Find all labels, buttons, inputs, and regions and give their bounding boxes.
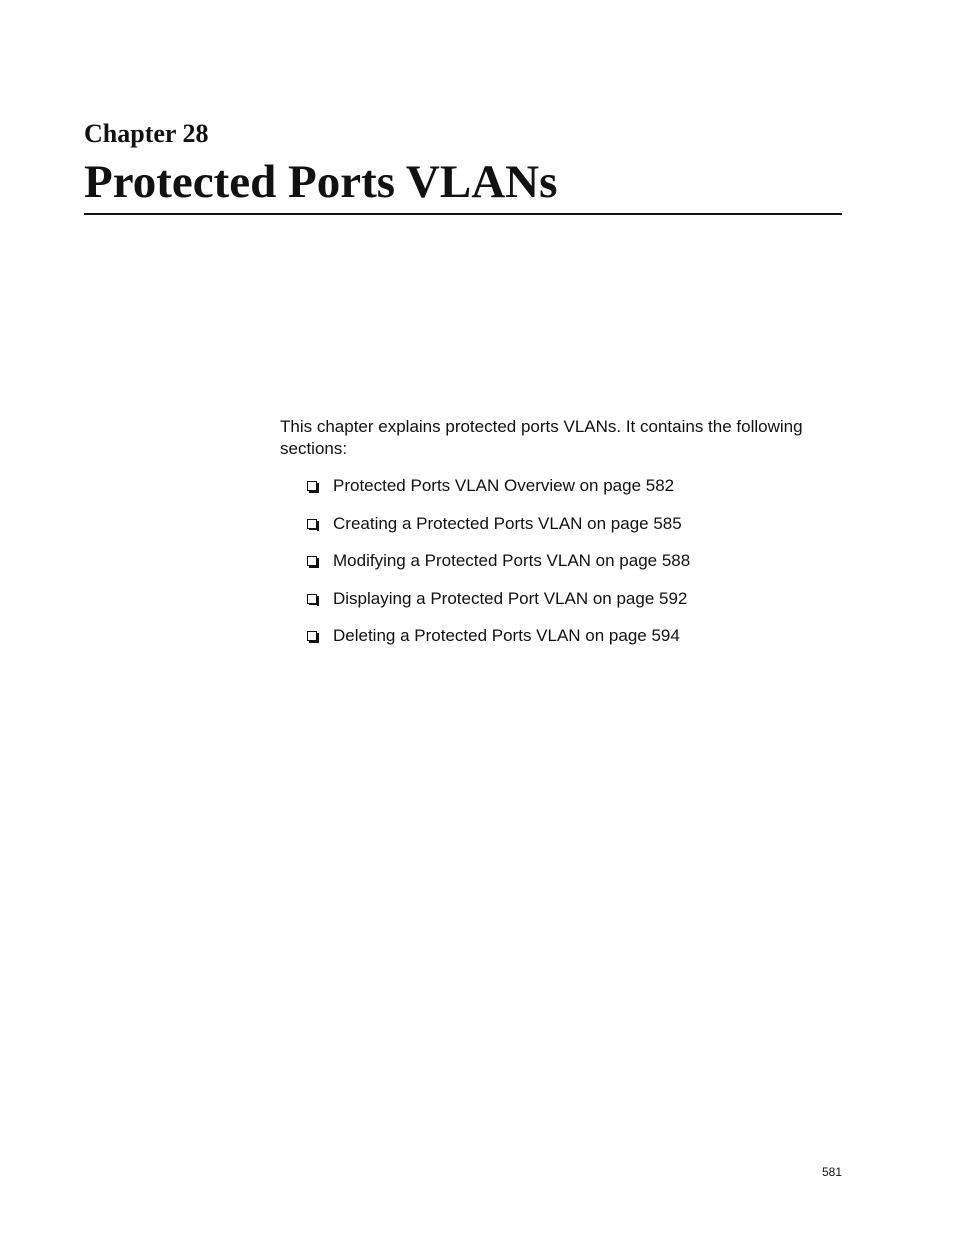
page-number: 581 (822, 1165, 843, 1179)
section-link-displaying[interactable]: Displaying a Protected Port VLAN on page 592 (333, 588, 688, 608)
chapter-title: Protected Ports VLANs (84, 156, 558, 208)
title-rule (84, 213, 842, 215)
chapter-label: Chapter 28 (84, 119, 209, 148)
section-list (307, 475, 690, 663)
checkbox-bullet-icon (307, 556, 317, 566)
checkbox-bullet-icon (307, 631, 317, 641)
section-link-modifying[interactable]: Modifying a Protected Ports VLAN on page 588 (333, 551, 691, 570)
checkbox-bullet-icon (307, 519, 317, 529)
list-item[interactable] (307, 550, 690, 572)
list-item[interactable] (307, 625, 690, 647)
checkbox-bullet-icon (307, 594, 317, 604)
checkbox-bullet-icon (307, 481, 317, 491)
intro-paragraph: This chapter explains protected ports VLANs. It contains the following sections: (280, 417, 803, 458)
section-link-creating[interactable]: Creating a Protected Ports VLAN on page 585 (333, 513, 682, 533)
list-item[interactable] (307, 475, 690, 497)
section-link-deleting[interactable]: Deleting a Protected Ports VLAN on page 594 (333, 626, 680, 645)
list-item[interactable] (307, 513, 690, 535)
section-link-overview[interactable]: Protected Ports VLAN Overview on page 582 (333, 476, 675, 495)
list-item[interactable] (307, 588, 690, 610)
